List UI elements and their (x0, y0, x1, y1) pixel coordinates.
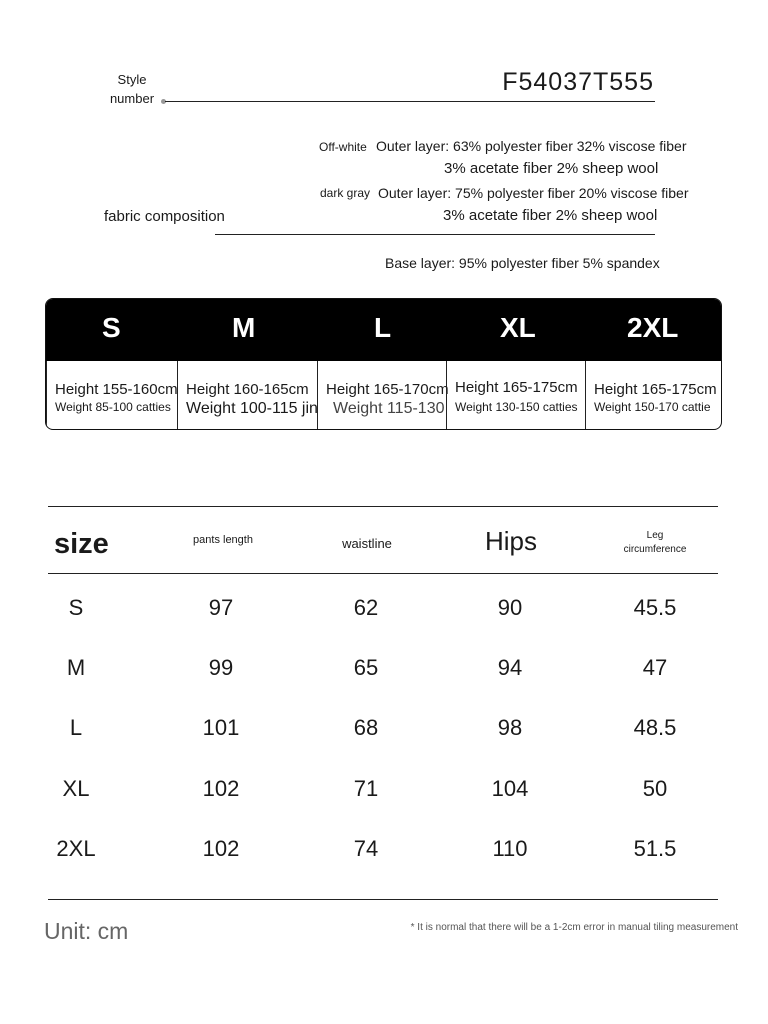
size-guide-cell-xl (446, 361, 585, 430)
table-cell: 110 (492, 836, 528, 861)
leg-header-line2: circumference (623, 544, 687, 555)
table-top-rule (48, 506, 718, 507)
col-header-leg-circumference (605, 529, 705, 557)
style-number-label (108, 70, 156, 108)
size-guide-cell-l (317, 361, 449, 430)
fabric-divider (215, 234, 655, 235)
col-header-waistline: waistline (342, 536, 392, 551)
style-number-divider (165, 101, 655, 102)
table-cell: 102 (202, 776, 240, 801)
table-cell: 45.5 (633, 595, 677, 620)
table-cell: 51.5 (633, 836, 677, 861)
darkgray-outer-layer-cont: 3% acetate fiber 2% sheep wool (443, 207, 658, 224)
size-guide-cell-m (177, 361, 317, 430)
darkgray-color-label: dark gray (320, 186, 371, 200)
offwhite-color-label: Off-white (319, 140, 367, 154)
table-row-size: 2XL (56, 836, 96, 861)
table-cell: 47 (642, 655, 668, 680)
table-cell: 102 (202, 836, 240, 861)
table-bottom-rule (48, 899, 718, 900)
offwhite-outer-layer-cont: 3% acetate fiber 2% sheep wool (444, 160, 659, 177)
table-cell: 71 (353, 776, 379, 801)
size-guide-weight: Weight 100-115 jin (186, 400, 318, 417)
fabric-composition-label: fabric composition (104, 208, 225, 225)
offwhite-outer-layer: Outer layer: 63% polyester fiber 32% viscose fiber (376, 138, 687, 154)
size-guide-cell-s (46, 361, 177, 430)
table-row-size: M (66, 655, 86, 680)
base-layer: Base layer: 95% polyester fiber 5% spandex (385, 255, 660, 271)
table-cell: 101 (202, 715, 240, 740)
table-row-size: S (68, 595, 84, 620)
size-guide-header (46, 299, 721, 361)
col-header-pants-length: pants length (193, 534, 253, 546)
unit-label: Unit: cm (44, 918, 129, 944)
size-guide-size-l: L (374, 312, 392, 343)
table-cell: 90 (497, 595, 523, 620)
size-guide-weight: Weight 85-100 catties (55, 400, 171, 414)
leg-header-line1: Leg (646, 530, 664, 541)
table-cell: 104 (491, 776, 529, 801)
measurement-note: * It is normal that there will be a 1-2cm error in manual tiling measurement (410, 922, 738, 933)
size-guide-height: Height 165-175cm (594, 381, 717, 398)
table-cell: 48.5 (633, 715, 677, 740)
size-guide-weight: Weight 115-130 (333, 400, 445, 417)
table-cell: 98 (497, 715, 523, 740)
table-cell: 50 (642, 776, 668, 801)
table-cell: 65 (353, 655, 379, 680)
darkgray-outer-layer: Outer layer: 75% polyester fiber 20% viscose fiber (378, 185, 689, 201)
table-cell: 99 (208, 655, 234, 680)
size-guide-panel (45, 298, 722, 430)
size-guide-size-m: M (232, 312, 256, 343)
style-label-line2: number (109, 91, 155, 106)
table-row-size: L (69, 715, 83, 740)
size-guide-height: Height 165-175cm (455, 379, 578, 396)
style-label-line1: Style (117, 72, 147, 87)
table-cell: 68 (353, 715, 379, 740)
table-row-size: XL (62, 776, 90, 801)
size-guide-height: Height 155-160cm (55, 381, 178, 398)
size-guide-size-2xl: 2XL (627, 312, 679, 343)
size-guide-weight: Weight 150-170 cattie (594, 400, 711, 414)
table-header-rule (48, 573, 718, 574)
col-header-hips: Hips (484, 526, 537, 556)
size-guide-size-s: S (102, 312, 121, 343)
size-guide-cell-2xl (585, 361, 722, 430)
table-cell: 97 (208, 595, 234, 620)
size-guide-height: Height 160-165cm (186, 381, 309, 398)
style-number-value: F54037T555 (502, 68, 654, 96)
table-cell: 62 (353, 595, 379, 620)
size-guide-height: Height 165-170cm (326, 381, 449, 398)
col-header-size: size (54, 528, 109, 560)
size-guide-weight: Weight 130-150 catties (455, 400, 578, 414)
table-cell: 94 (497, 655, 523, 680)
table-cell: 74 (353, 836, 379, 861)
size-guide-size-xl: XL (500, 312, 536, 343)
